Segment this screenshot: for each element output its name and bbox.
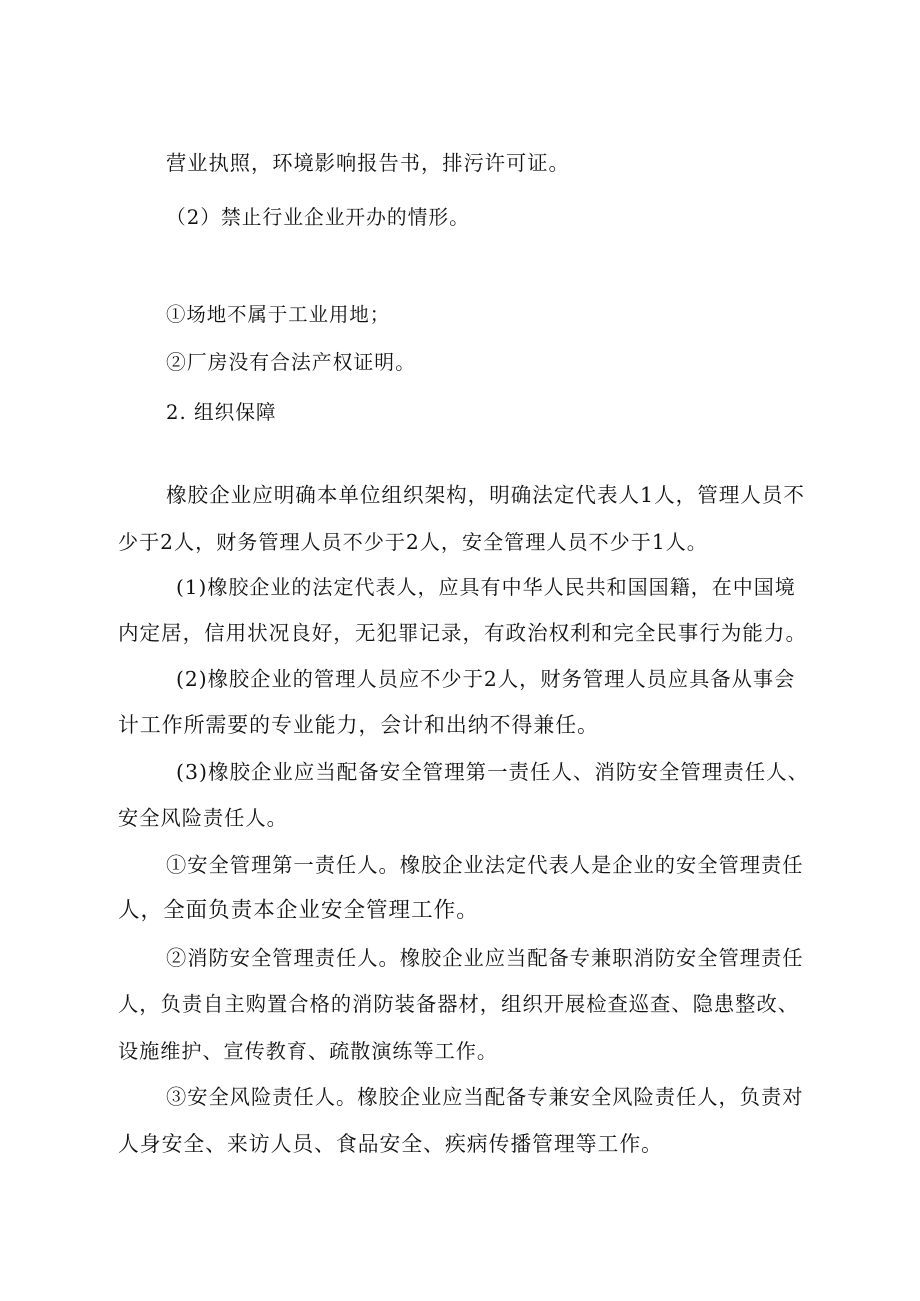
text-line: 人，负责自主购置合格的消防装备器材，组织开展检查巡查、隐患整改、 xyxy=(118,992,800,1016)
subheading: （2）禁止行业企业开办的情形。 xyxy=(166,206,470,229)
text-line: 计工作所需要的专业能力，会计和出纳不得兼任。 xyxy=(118,713,599,737)
text-line: 人身安全、来访人员、食品安全、疾病传播管理等工作。 xyxy=(118,1132,663,1156)
list-item: ③安全风险责任人。橡胶企业应当配备专兼安全风险责任人，负责对 xyxy=(166,1085,804,1109)
text-line: 少于2人，财务管理人员不少于2人，安全管理人员不少于1人。 xyxy=(118,530,708,554)
text-line: (1)橡胶企业的法定代表人，应具有中华人民共和国国籍，在中国境 xyxy=(176,575,796,599)
text-line: 设施维护、宣传教育、疏散演练等工作。 xyxy=(118,1039,498,1063)
list-item: ①安全管理第一责任人。橡胶企业法定代表人是企业的安全管理责任 xyxy=(166,853,804,877)
text-line: (3)橡胶企业应当配备安全管理第一责任人、消防安全管理责任人、 xyxy=(176,760,810,784)
text-line: 人，全面负责本企业安全管理工作。 xyxy=(118,898,479,923)
section-heading: 2. 组织保障 xyxy=(166,401,277,424)
text-line: 内定居，信用状况良好，无犯罪记录，有政治权利和完全民事行为能力。 xyxy=(118,621,807,645)
text-line: 橡胶企业应明确本单位组织架构，明确法定代表人1人，管理人员不 xyxy=(166,483,805,507)
list-item: ②厂房没有合法产权证明。 xyxy=(166,351,416,374)
text-line: 营业执照，环境影响报告书，排污许可证。 xyxy=(166,151,570,175)
text-line: (2)橡胶企业的管理人员应不少于2人，财务管理人员应具备从事会 xyxy=(176,667,796,691)
text-line: 安全风险责任人。 xyxy=(118,806,288,830)
list-item: ①场地不属于工业用地； xyxy=(166,303,391,326)
list-item: ②消防安全管理责任人。橡胶企业应当配备专兼职消防安全管理责任 xyxy=(166,946,804,970)
